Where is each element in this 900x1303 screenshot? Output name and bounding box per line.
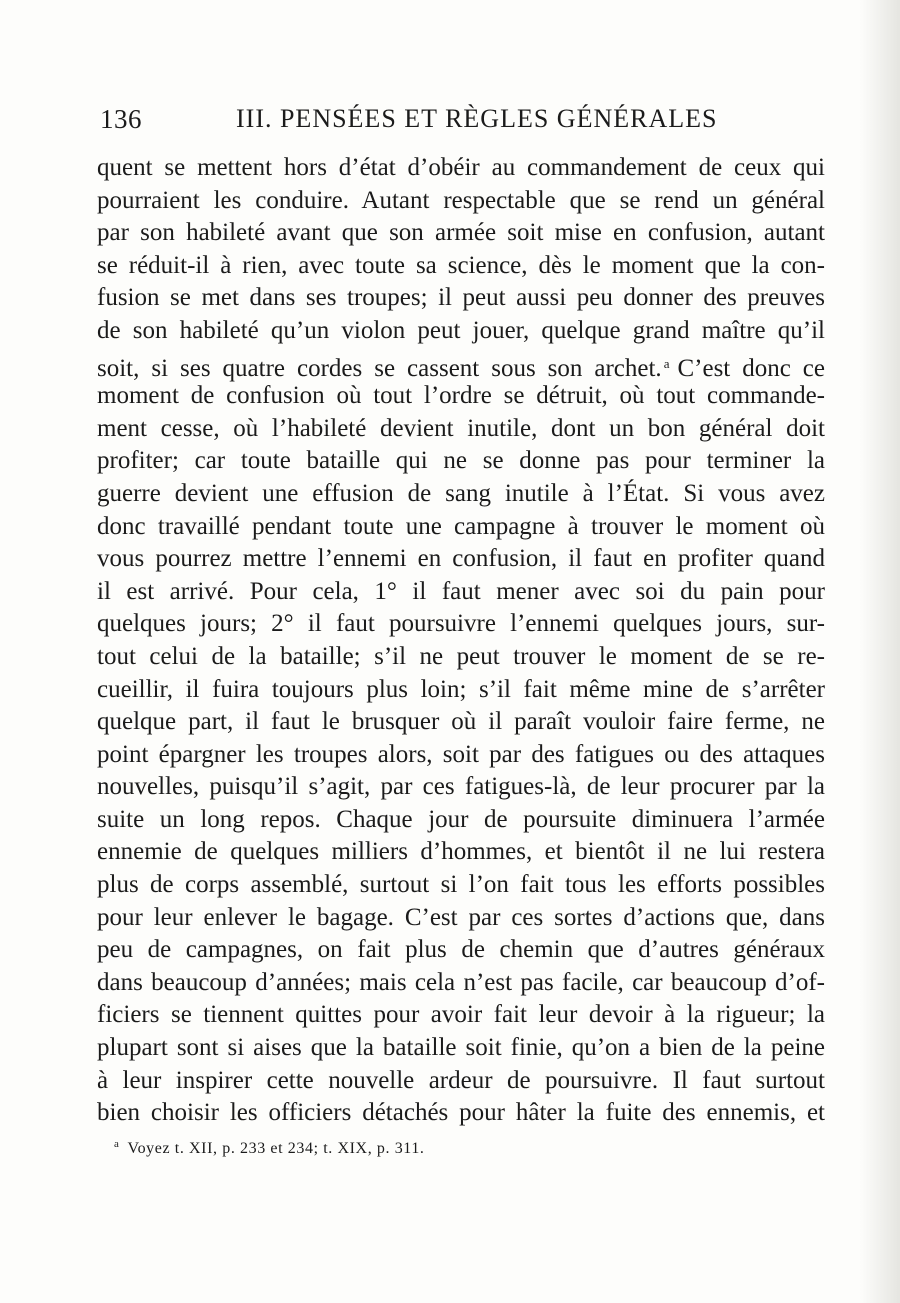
text-line: tout celui de la bataille; s’il ne peut trouver le moment de se re- <box>97 642 825 670</box>
text-line: par son habileté avant que son armée soit mise en confusion, autant <box>97 219 825 247</box>
text-line: à leur inspirer cette nouvelle ardeur de poursuivre. Il faut surtout <box>97 1066 825 1094</box>
text-line: profiter; car toute bataille qui ne se donne pas pour terminer la <box>97 447 825 475</box>
text-line: ment cesse, où l’habileté devient inutile, dont un bon général doit <box>97 414 825 442</box>
text-line: nouvelles, puisqu’il s’agit, par ces fatigues-là, de leur procurer par la <box>97 773 825 801</box>
text-line: ennemie de quelques milliers d’hommes, et bientôt il ne lui restera <box>97 838 825 866</box>
text-line: quent se mettent hors d’état d’obéir au commandement de ceux qui <box>97 154 825 181</box>
text-line: il est arrivé. Pour cela, 1° il faut mener avec soi du pain pour <box>97 577 825 605</box>
footnote-marker: a <box>114 1138 120 1150</box>
footnote <box>114 1138 425 1158</box>
footnote-text: Voyez t. XII, p. 233 et 234; t. XIX, p. 311. <box>127 1140 425 1157</box>
text-line: peu de campagnes, on fait plus de chemin que d’autres généraux <box>97 936 825 964</box>
text-line: quelques jours; 2° il faut poursuivre l’ennemi quelques jours, sur- <box>97 610 825 638</box>
text-line: pourraient les conduire. Autant respectable que se rend un général <box>97 186 825 214</box>
text-line: cueillir, il fuira toujours plus loin; s’il fait même mine de s’arrêter <box>97 675 825 703</box>
text-line: donc travaillé pendant toute une campagne à trouver le moment où <box>97 512 825 540</box>
text-line-with-footnote <box>97 348 825 381</box>
text-line: fusion se met dans ses troupes; il peut aussi peu donner des preuves <box>97 284 825 312</box>
text-line-segment: soit, si ses quatre cordes se cassent sous son archet. <box>97 354 662 382</box>
text-line: suite un long repos. Chaque jour de poursuite diminuera l’armée <box>97 805 825 833</box>
text-line: vous pourrez mettre l’ennemi en confusion, il faut en profiter quand <box>97 545 825 573</box>
text-line: guerre devient une effusion de sang inutile à l’État. Si vous avez <box>97 479 825 507</box>
text-line-segment: C’est donc ce <box>677 354 825 382</box>
running-header <box>100 104 830 144</box>
text-line: de son habileté qu’un violon peut jouer, quelque grand maître qu’il <box>97 316 825 344</box>
text-line: ficiers se tiennent quittes pour avoir fait leur devoir à la rigueur; la <box>97 1001 825 1029</box>
text-line: plus de corps assemblé, surtout si l’on fait tous les efforts possibles <box>97 871 825 899</box>
text-line: moment de confusion où tout l’ordre se détruit, où tout commande- <box>97 382 825 410</box>
text-line: se réduit-il à rien, avec toute sa science, dès le moment que la con- <box>97 251 825 279</box>
text-line: pour leur enlever le bagage. C’est par ces sortes d’actions que, dans <box>97 903 825 931</box>
footnote-reference: a <box>663 355 670 371</box>
running-title: III. PENSÉES ET RÈGLES GÉNÉRALES <box>236 104 718 133</box>
text-line: point épargner les troupes alors, soit par des fatigues ou des attaques <box>97 740 825 768</box>
body-text <box>97 152 825 1130</box>
text-line: plupart sont si aises que la bataille soit finie, qu’on a bien de la peine <box>97 1034 825 1062</box>
page-edge-shadow <box>860 0 900 1303</box>
text-line: dans beaucoup d’années; mais cela n’est pas facile, car beaucoup d’of- <box>97 968 825 996</box>
page-number: 136 <box>100 104 142 134</box>
text-line: bien choisir les officiers détachés pour hâter la fuite des ennemis, et <box>97 1099 825 1127</box>
text-line: quelque part, il faut le brusquer où il paraît vouloir faire ferme, ne <box>97 708 825 736</box>
